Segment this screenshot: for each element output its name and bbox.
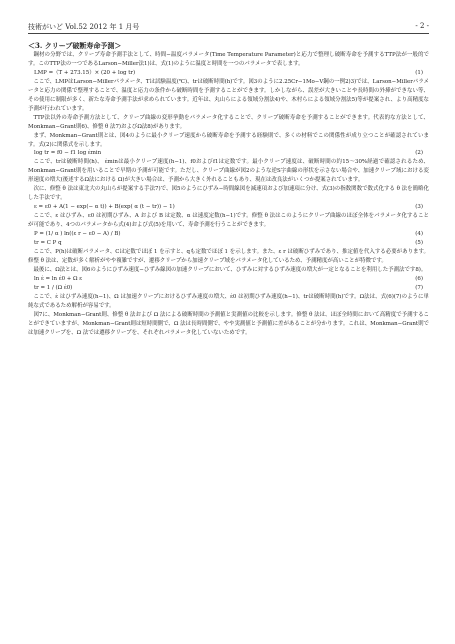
paragraph: ここで、P(h)は破断パラメータ、Cは定数でほぼ 1 を示すと、qも定数でほぼ 1 を示します。また、ε r は破断ひずみであり、推定値を代入する必要があります。修整 θ 法は、定数が多く解析がやや複雑ですが、遷移クリープから加速クリープ域をパラメータ化しているため、予測精度が高いことが特徴です。: [28, 248, 429, 264]
equation-number: (7): [415, 284, 423, 291]
paragraph: ここで、ε̇ はひずみ速度(h−1)、Ω は加速クリープにおけるひずみ速度の増大、ε̇0 は初期ひずみ速度(h−1)、trは破断時間(h)です。Ω法は、式(6)(7)のように単純な式であるため解析が容易です。: [28, 293, 429, 309]
section-title: ＜3. クリープ破断寿命予測＞: [28, 41, 122, 50]
paragraph: まず、Monkman−Grant則とは、図4のように最小クリープ速度から破断寿命を予測する経験則で、多くの材料でこの関係性が成り立つことが確認されています。式(2)に関係式を示します。: [28, 132, 429, 148]
paragraph: 図7に、Monkman−Grant則、修整 θ 法および Ω 法による破断時間の予測値と実測値の比較を示します。修整 θ 法は、ほぼ全時間において高精度で予測することができていますが、Monkman−Grant則は短時間側で、Ω 法は長時間側で、やや実測値と予測値に差があることが分かります。これは、Monkman−Grant則では加速クリープを、Ω 法では遷移クリープを、それぞれパラメータ化していないためです。: [28, 311, 429, 336]
paragraph: 鋼材の分野では、クリープ寿命予測手法として、時間−温度パラメータ(Time Temperature Parameter)と応力で整理し破断寿命を予測するTTP法が一般的です。このTTP法の一つであるLarson−Miller法1)は、式(1)のように温度と時間を一つのパラメータで表します。: [28, 52, 429, 67]
equation-5: [28, 239, 429, 248]
equation-3: [28, 203, 429, 212]
journal-title: 技術がいど Vol.52 2012 年 1 月号: [28, 23, 140, 31]
article-body: [28, 40, 429, 634]
equation-2: [28, 149, 429, 158]
equation-7: [28, 284, 429, 293]
equation-1: [28, 69, 429, 78]
equation-4: [28, 230, 429, 239]
equation-number: (6): [415, 275, 423, 282]
paragraph: 次に、修整 θ 法は東北大の丸山らが提案する手法7)で、図5のようにひずみ−時間線図を減速項および加速項に分け、式(3)の指数関数で数式化する θ 法を簡略化した手法です。: [28, 186, 429, 202]
paragraph: 最後に、Ω法とは、図6のようにひずみ速度−ひずみ線図の加速クリープにおいて、ひずみに対するひずみ速度の増大が一定となることを利用した予測法です8)。: [33, 266, 427, 273]
paragraph: ここで、trは破断時間(h)、 ε̇minは最小クリープ速度(h−1)、f0およびf1は定数です。最小クリープ速度は、破断時間の約15〜30%経過で確認されるため、Monkman−Grant則を用いることで早期の予測が可能です。ただし、クリープ曲線が図2のような逆S字曲線の形状を示さない場合や、加速クリープ域における変形速度の増大(後述するΩ法における Ω)が大きい場合は、予測から大きく外れることもあり、現在は改良法がいくつか提案されています。: [28, 159, 429, 184]
equation-text: tr = 1 / (Ω ε̇0): [34, 284, 73, 291]
paragraph: ここで、LMPはLarson−Millerパラメータ、Tは試験温度(℃)、trは破断時間(h)です。図3のように2.25Cr−1Mo−V鋼の一例2)3)では、Larson−Millerパラメータと応力の関係で整理することで、温度と応力の条件から破断時間を予測することができます。しかしながら、誤差が大きいことや長時間の外挿ができない等、その使用に制限が多く、新たな寿命予測手法が求められています。近年は、丸山らによる領域分割法4)や、木村らによる領域分割法5)等が提案され、より高精度な予測が行われています。: [28, 78, 429, 112]
header-rule: [28, 33, 429, 34]
equation-6: [28, 275, 429, 284]
equation-number: (2): [415, 150, 423, 157]
equation-number: (4): [415, 231, 423, 238]
equation-text: P = (1/ α ) ln((ε r − ε0 − A) / B): [34, 231, 121, 238]
equation-number: (5): [415, 240, 423, 247]
equation-text: tr = C P q: [34, 240, 62, 247]
page-number: - 2 -: [415, 22, 429, 30]
equation-number: (1): [415, 69, 423, 76]
paragraph: ここで、ε はひずみ、ε0 は初期ひずみ、A および B は定数、α は速度定数(h−1)です。修整 θ 法はこのようにクリープ曲線のほぼ全体をパラメータ化することが可能であり、4つのパラメータから式(4)および式(5)を用いて、寿命予測を行うことができます。: [28, 213, 429, 229]
equation-number: (3): [415, 204, 423, 211]
paragraph: TTP法以外の寿命予測方法として、クリープ曲線の変形挙動をパラメータ化することで、クリープ破断寿命を予測することができます。代表的な方法として、Monkman−Grant則6)、修整 θ 法7)およびΩ法8)があります。: [28, 114, 429, 130]
equation-text: log tr = f0 − f1 log ε̇min: [34, 150, 102, 157]
equation-text: LMP =（T + 273.15）× (20 + log tr): [34, 69, 136, 76]
equation-text: ε = ε0 + A(1 − exp(− α t)) + B(exp( α (t − tr)) − 1): [34, 204, 175, 211]
equation-text: ln ε̇ = ln ε̇0 + Ω ε: [34, 275, 83, 282]
